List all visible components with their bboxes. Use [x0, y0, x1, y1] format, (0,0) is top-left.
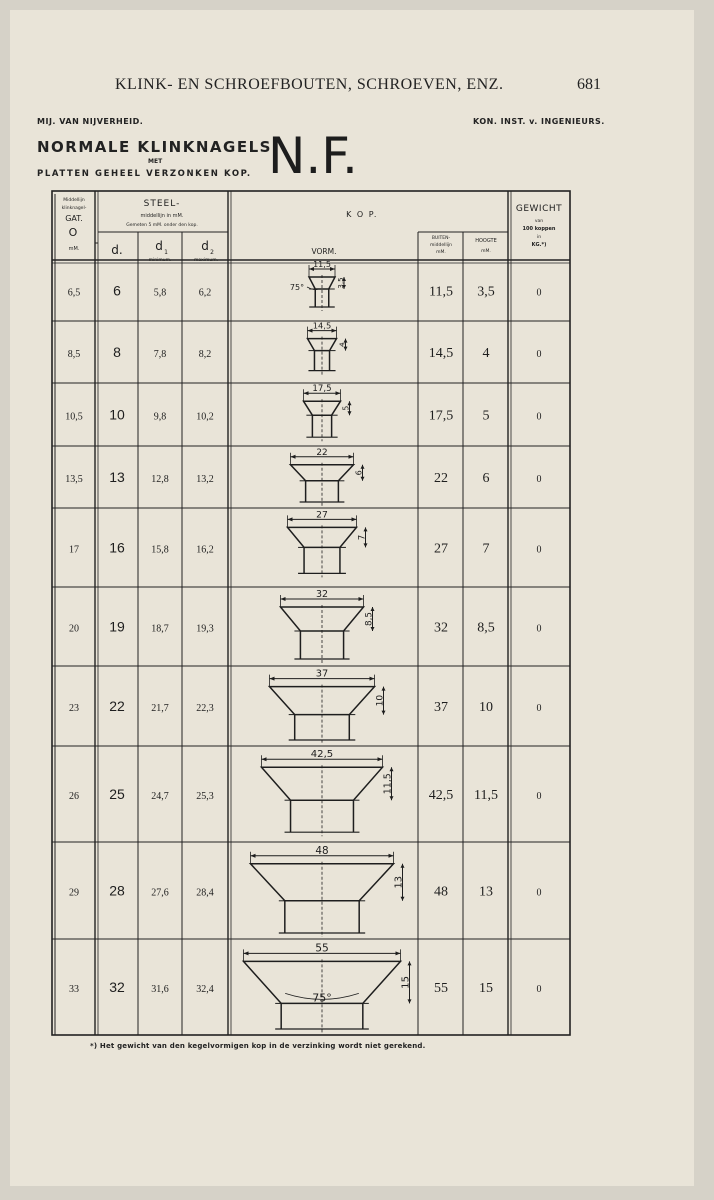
- rivet-head-drawing: [251, 845, 405, 937]
- cell-hoogte: 13: [479, 884, 493, 900]
- cell-buiten: 42,5: [428, 788, 454, 803]
- table-row: [65, 384, 541, 441]
- hoogte-header: mM.: [481, 249, 491, 254]
- cell-gewicht: 0: [536, 544, 542, 556]
- cell-hoogte: 3,5: [477, 284, 495, 300]
- table-row: [69, 669, 542, 744]
- dimension-height-label: 8,5: [364, 612, 375, 626]
- cell-gat: 8,5: [67, 349, 81, 360]
- cell-d2: 25,3: [196, 791, 214, 802]
- cell-d2: 8,2: [198, 349, 212, 360]
- cell-gewicht: 0: [536, 791, 542, 802]
- table-row: [69, 845, 542, 937]
- dimension-width-label: 14,5: [312, 320, 332, 331]
- dimension-width-label: 11,5: [313, 260, 331, 269]
- cell-gewicht: 0: [536, 411, 542, 423]
- table-row: [69, 941, 542, 1033]
- cell-gewicht: 0: [536, 623, 542, 635]
- cell-d: 32: [109, 979, 125, 995]
- cell-gat: 29: [69, 887, 79, 899]
- cell-buiten: 11,5: [429, 284, 453, 300]
- cell-d: 28: [109, 882, 125, 899]
- cell-gewicht: 0: [536, 984, 542, 995]
- cell-d2: 22,3: [196, 703, 214, 714]
- cell-d: 6: [113, 282, 121, 299]
- buiten-header: middellijn: [430, 243, 452, 248]
- cell-gat: 10,5: [65, 411, 83, 423]
- dimension-angle-label: 75°: [312, 991, 332, 1005]
- gat-unit: mM.: [68, 246, 80, 252]
- cell-buiten: 22: [434, 471, 448, 486]
- cell-d2: 6,2: [198, 287, 212, 299]
- page-subtitle: PLATTEN GEHEEL VERZONKEN KOP.: [37, 169, 252, 179]
- dimension-height-label: 5: [341, 405, 351, 411]
- gewicht-subtitle: van: [534, 219, 544, 224]
- dimension-width-label: 48: [315, 844, 329, 857]
- cell-d: 19: [109, 618, 125, 635]
- cell-d1: 9,8: [153, 411, 167, 423]
- cell-gewicht: 0: [536, 703, 542, 714]
- cell-d1: 27,6: [151, 887, 169, 899]
- dimension-height-label: 15: [400, 975, 412, 989]
- cell-hoogte: 6: [482, 471, 490, 486]
- dimension-height-label: 4: [337, 342, 347, 347]
- rivet-head-drawing: [290, 260, 346, 311]
- cell-buiten: 32: [434, 620, 448, 636]
- dimension-height-label: 6: [354, 470, 364, 476]
- cell-gat: 26: [69, 791, 79, 802]
- page-title: NORMALE KLINKNAGELS: [37, 138, 272, 156]
- kop-title: K O P.: [346, 210, 378, 219]
- d1-header: d: [155, 239, 163, 253]
- table-row: [68, 321, 542, 375]
- cell-gat: 17: [69, 544, 79, 556]
- table-grid: [52, 191, 570, 1035]
- cell-d1: 12,8: [151, 474, 169, 485]
- cell-buiten: 17,5: [428, 408, 454, 424]
- rivet-head-drawing: [244, 941, 412, 1033]
- cell-d: 16: [109, 539, 125, 556]
- gat-small-label: klinknagel-: [61, 206, 87, 211]
- steel-subtitle: Gemeten 5 mM. onder den kop.: [126, 223, 198, 228]
- hoogte-header: HOOGTE: [475, 238, 497, 244]
- dimension-height-label: 10: [375, 694, 386, 707]
- d1-subscript: 1: [164, 249, 168, 256]
- steel-title: STEEL-: [143, 199, 181, 209]
- rivet-head-drawing: [270, 669, 386, 744]
- dimension-width-label: 55: [315, 941, 329, 955]
- d2-subscript: 2: [210, 249, 214, 256]
- table-row: [65, 448, 541, 506]
- rivet-head-drawing: [262, 749, 394, 836]
- rivet-head-drawing: [304, 384, 352, 441]
- cell-d2: 32,4: [196, 984, 214, 995]
- footnote: *) Het gewicht van den kegelvormigen kop in de verzinking wordt niet gerekend.: [90, 1042, 426, 1050]
- cell-buiten: 27: [434, 541, 448, 557]
- cell-gewicht: 0: [536, 887, 542, 899]
- publisher-label: MIJ. VAN NIJVERHEID.: [37, 117, 144, 126]
- cell-d1: 21,7: [151, 703, 169, 714]
- table-border: [52, 191, 570, 1035]
- cell-d2: 13,2: [196, 474, 214, 485]
- cell-d: 13: [109, 469, 125, 485]
- buiten-header: BUITEN-: [431, 236, 451, 241]
- cell-gat: 20: [69, 623, 79, 635]
- rivet-table: [10, 10, 694, 1186]
- cell-d: 25: [109, 786, 125, 802]
- page-title-connector: MET: [148, 158, 163, 165]
- table-row: [69, 589, 542, 663]
- rivet-head-drawing: [291, 448, 365, 506]
- cell-buiten: 14,5: [428, 346, 454, 361]
- cell-buiten: 37: [434, 700, 448, 715]
- dimension-angle-label: 75°: [289, 283, 305, 292]
- cell-gat: 33: [69, 984, 79, 995]
- cell-hoogte: 11,5: [474, 788, 498, 803]
- cell-gat: 23: [69, 703, 79, 714]
- dimension-width-label: 22: [316, 447, 328, 458]
- cell-hoogte: 15: [479, 981, 493, 996]
- dimension-width-label: 27: [316, 509, 328, 521]
- cell-hoogte: 5: [482, 408, 490, 424]
- gewicht-subtitle: 100 koppen: [522, 226, 556, 232]
- dimension-height-label: 13: [393, 876, 405, 889]
- dimension-width-label: 32: [315, 589, 329, 600]
- cell-d1: 15,8: [151, 544, 169, 556]
- cell-buiten: 55: [434, 981, 448, 996]
- cell-d: 22: [109, 698, 125, 714]
- d2-note: maximum.: [193, 258, 219, 263]
- cell-d2: 28,4: [196, 887, 214, 899]
- dimension-height-label: 3,5: [337, 277, 345, 289]
- rivet-head-drawing: [281, 589, 375, 663]
- book-page: [10, 10, 694, 1186]
- d1-note: minimum.: [148, 258, 172, 263]
- rivet-head-drawing: [308, 321, 348, 375]
- dimension-width-label: 37: [315, 668, 329, 680]
- gat-title: GAT.: [65, 214, 83, 223]
- cell-gewicht: 0: [536, 287, 542, 299]
- cell-gat: 13,5: [65, 474, 83, 485]
- table-row: [68, 260, 542, 311]
- table-row: [69, 749, 542, 836]
- cell-d: 10: [109, 406, 125, 423]
- cell-d2: 19,3: [196, 623, 214, 635]
- countersunk-head-outline: [304, 401, 341, 415]
- page-number: 681: [577, 76, 601, 93]
- dimension-width-label: 17,5: [312, 384, 332, 395]
- cell-d: 8: [113, 344, 121, 360]
- cell-hoogte: 4: [482, 346, 490, 361]
- buiten-header: mM.: [436, 250, 446, 255]
- running-head: KLINK- EN SCHROEFBOUTEN, SCHROEVEN, ENZ.: [115, 76, 504, 93]
- table-row: [69, 509, 542, 577]
- gewicht-subtitle: in: [536, 235, 542, 240]
- cell-d1: 7,8: [153, 349, 167, 360]
- dimension-height-label: 11,5: [382, 773, 394, 795]
- d2-header: d: [201, 239, 209, 253]
- dimension-width-label: 42,5: [310, 749, 334, 761]
- cell-d1: 5,8: [153, 287, 167, 299]
- gat-symbol: O: [68, 226, 78, 239]
- institute-label: KON. INST. v. INGENIEURS.: [473, 117, 605, 126]
- steel-subtitle: middellijn in mM.: [140, 213, 184, 219]
- d-header: d.: [111, 243, 123, 257]
- cell-buiten: 48: [434, 884, 448, 900]
- cell-gat: 6,5: [67, 287, 81, 299]
- cell-d1: 24,7: [151, 791, 169, 802]
- gat-small-label: Middellijn: [63, 198, 85, 203]
- dimension-height-label: 7: [356, 534, 367, 541]
- gewicht-subtitle: KG.*): [531, 242, 547, 248]
- gewicht-title: GEWICHT: [515, 204, 563, 214]
- rivet-head-drawing: [288, 509, 368, 577]
- cell-hoogte: 7: [482, 541, 490, 557]
- cell-gewicht: 0: [536, 349, 542, 360]
- vorm-header: VORM.: [311, 247, 337, 256]
- cell-gewicht: 0: [536, 474, 542, 485]
- cell-d2: 16,2: [196, 544, 214, 556]
- table-header: [62, 197, 562, 263]
- cell-d2: 10,2: [196, 411, 214, 423]
- cell-hoogte: 8,5: [477, 620, 495, 636]
- standard-code: N.F.: [268, 127, 358, 185]
- cell-d1: 18,7: [151, 623, 169, 635]
- cell-d1: 31,6: [151, 984, 169, 995]
- cell-hoogte: 10: [479, 700, 493, 715]
